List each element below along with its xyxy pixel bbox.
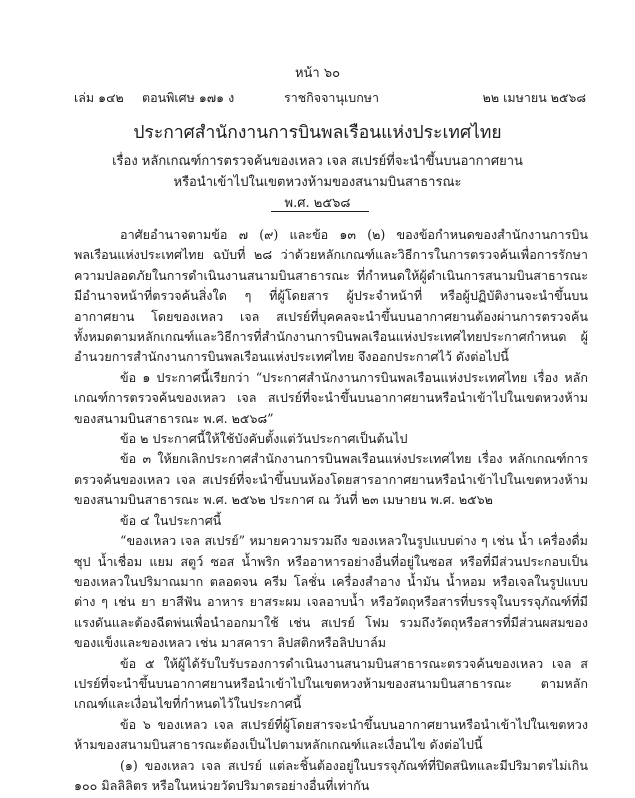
announcement-subject-line1: เรื่อง หลักเกณฑ์การตรวจค้นของเหลว เจล สเปรย์ที่จะนำขึ้นบนอากาศยาน [112, 154, 523, 169]
clause-1: ข้อ ๑ ประกาศนี้เรียกว่า “ประกาศสำนักงานการบินพลเรือนแห่งประเทศไทย เรื่อง หลักเกณฑ์การตรวจค้นของเหลว เจล สเปรย์ที่จะนำขึ้นบนอากาศยานหรือนำเข้าไปในเขตหวงห้ามของสนามบินสาธารณะ พ.ศ. ๒๕๖๘” [74, 369, 588, 426]
clause-6: ข้อ ๖ ของเหลว เจล สเปรย์ที่ผู้โดยสารจะนำขึ้นบนอากาศยานหรือนำเข้าไปในเขตหวงห้ามของสนามบินสาธารณะต้องเป็นไปตามหลักเกณฑ์และเงื่อนไข ดังต่อไปนี้ [74, 716, 588, 753]
gazette-name: ราชกิจจานุเบกษา [284, 90, 380, 105]
clause-4: ข้อ ๔ ในประกาศนี้ [120, 512, 222, 528]
gazette-date: ๒๒ เมษายน ๒๕๖๘ [482, 90, 586, 105]
announcement-year: พ.ศ. ๒๕๖๘ [284, 196, 351, 211]
clause-2: ข้อ ๒ ประกาศนี้ให้ใช้บังคับตั้งแต่วันประกาศเป็นต้นไป [120, 431, 408, 447]
announcement-body [74, 225, 588, 796]
clause-6-item-1: (๑) ของเหลว เจล สเปรย์ แต่ละชิ้นต้องอยู่ในบรรจุภัณฑ์ที่ปิดสนิทและมีปริมาตรไม่เกิน ๑๐๐ มิลลิลิตร หรือในหน่วยวัดปริมาตรอย่างอื่นที่เท่ากัน [74, 757, 588, 793]
volume-number: เล่ม ๑๔๒ [74, 90, 124, 105]
clause-3: ข้อ ๓ ให้ยกเลิกประกาศสำนักงานการบินพลเรือนแห่งประเทศไทย เรื่อง หลักเกณฑ์การตรวจค้นของเหลว เจล สเปรย์ที่จะนำขึ้นบนห้องโดยสารอากาศยานหรือนำเข้าไปในเขตหวงห้ามของสนามบินสาธารณะ พ.ศ. ๒๕๖๒ ประกาศ ณ วันที่ ๒๓ เมษายน พ.ศ. ๒๕๖๒ [74, 451, 588, 508]
preamble-paragraph: อาศัยอำนาจตามข้อ ๗ (๙) และข้อ ๑๓ (๒) ของข้อกำหนดของสำนักงานการบินพลเรือนแห่งประเทศไทย ฉบับที่ ๒๘ ว่าด้วยหลักเกณฑ์และวิธีการในการตรวจค้นเพื่อการรักษาความปลอดภัยในการดำเนินงานสนามบินสาธารณะ ที่กำหนดให้ผู้ดำเนินการสนามบินสาธารณะมีอำนาจหน้าที่ตรวจค้นสิ่งใด ๆ ที่ผู้โดยสาร ผู้ประจำหน้าที่ หรือผู้ปฏิบัติงานจะนำขึ้นบนอากาศยาน โดยของเหลว เจล สเปรย์ที่บุคคลจะนำขึ้นบนอากาศยานต้องผ่านการตรวจค้นทั้งหมดตามหลักเกณฑ์และวิธีการที่สำนักงานการบินพลเรือนแห่งประเทศไทยประกาศกำหนด ผู้อำนวยการสำนักงานการบินพลเรือนแห่งประเทศไทย จึงออกประกาศไว้ ดังต่อไปนี้ [74, 227, 588, 365]
page-number: หน้า ๖๐ [294, 66, 341, 81]
clause-5: ข้อ ๕ ให้ผู้ได้รับใบรับรองการดำเนินงานสนามบินสาธารณะตรวจค้นของเหลว เจล สเปรย์ที่จะนำขึ้นบนอากาศยานหรือนำเข้าไปในเขตหวงห้ามของสนามบินสาธารณะ ตามหลักเกณฑ์และเงื่อนไขที่กำหนดไว้ในประกาศนี้ [74, 655, 588, 712]
definition-paragraph: “ของเหลว เจล สเปรย์” หมายความรวมถึง ของเหลวในรูปแบบต่าง ๆ เช่น น้ำ เครื่องดื่ม ซุป น้ำเชื่อม แยม สตูว์ ซอส น้ำพริก หรืออาหารอย่างอื่นที่อยู่ในซอส หรือที่มีส่วนประกอบเป็นของเหลวในปริมาณมาก ตลอดจน ครีม โลชั่น เครื่องสำอาง น้ำมัน น้ำหอม หรือเจลในรูปแบบต่าง ๆ เช่น ยา ยาสีฟัน อาหาร ยาสระผม เจลอาบน้ำ หรือวัตถุหรือสารที่บรรจุในบรรจุภัณฑ์ที่มีแรงดันและต้องฉีดพ่นเพื่อนำออกมาใช้ เช่น สเปรย์ โฟม รวมถึงวัตถุหรือสารที่มีส่วนผสมของของแข็งและของเหลว เช่น มาสคารา ลิปสติกหรือลิปบาล์ม [74, 533, 588, 651]
announcement-subject-line2: หรือนำเข้าไปในเขตหวงห้ามของสนามบินสาธารณะ [173, 175, 462, 190]
announcement-title: ประกาศสำนักงานการบินพลเรือนแห่งประเทศไทย [133, 123, 502, 143]
special-section: ตอนพิเศษ ๑๗๑ ง [142, 90, 235, 105]
title-divider [271, 211, 369, 212]
